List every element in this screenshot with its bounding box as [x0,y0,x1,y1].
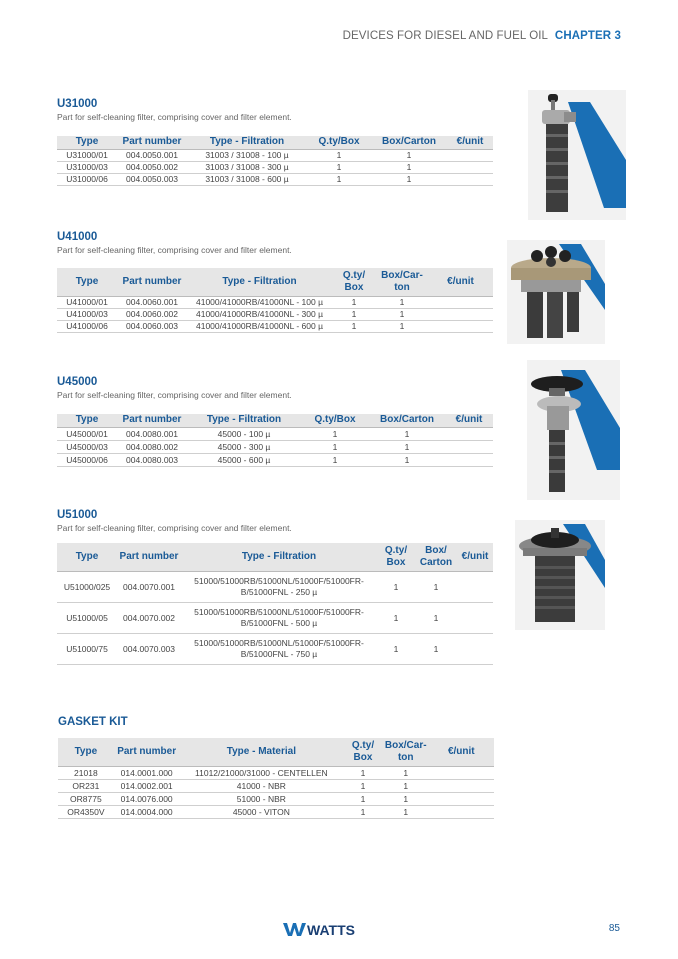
cell-type: U51000/75 [57,633,117,664]
product-table [57,543,493,665]
cell-qty-box: 1 [343,766,383,779]
cell-box-carton: 1 [371,149,447,161]
chapter-header [343,30,621,42]
cell-part-number: 004.0050.002 [117,161,187,173]
table-row [57,161,493,173]
cell-filtration: 31003 / 31008 - 300 µ [187,161,307,173]
cell-type: U45000/03 [57,440,117,453]
cell-box-carton: 1 [376,308,428,320]
section-title: U45000 [57,376,98,388]
cell-price [445,453,493,466]
product-table [58,738,494,819]
section-description: Part for self-cleaning filter, comprising cover and filter element. [57,245,292,255]
cell-price [428,308,493,320]
cell-qty-box: 1 [332,320,376,332]
cell-type: U51000/025 [57,571,117,602]
cell-part-number: 004.0080.003 [117,453,187,466]
table-row [57,453,493,466]
cell-filtration: 51000/51000RB/51000NL/51000F/51000FR-B/51000FNL - 500 µ [181,602,377,633]
cell-part-number: 004.0070.002 [117,602,181,633]
cell-box-carton: 1 [376,296,428,308]
section-u41000 [57,231,493,333]
cell-type: U45000/01 [57,427,117,440]
col-filtration: Type - Filtration [187,414,301,427]
table-row [58,779,494,792]
cell-qty-box: 1 [377,602,415,633]
cell-box-carton: 1 [383,766,429,779]
cell-price [445,427,493,440]
cell-part-number: 004.0060.003 [117,320,187,332]
section-description: Part for self-cleaning filter, comprising cover and filter element. [57,523,292,533]
chapter-label: DEVICES FOR DIESEL AND FUEL OIL [342,30,548,42]
col-qty-box: Q.ty/Box [307,136,371,149]
cell-type: U41000/06 [57,320,117,332]
page-number: 85 [608,923,620,934]
table-row [57,296,493,308]
cell-type: U41000/01 [57,296,117,308]
cell-part-number: 004.0070.003 [117,633,181,664]
cell-qty-box: 1 [301,453,369,466]
col-filtration: Type - Filtration [181,543,377,571]
logo-text: WATTS [307,922,355,937]
section-title: U31000 [57,98,98,110]
cell-box-carton: 1 [383,779,429,792]
table-row [57,149,493,161]
product-table [57,414,493,467]
cell-type: U31000/03 [57,161,117,173]
cell-price [457,633,493,664]
cell-filtration: 51000/51000RB/51000NL/51000F/51000FR-B/51000FNL - 250 µ [181,571,377,602]
table-row [57,571,493,602]
section-description: Part for self-cleaning filter, comprising cover and filter element. [57,390,292,400]
u31000-product-image [528,90,626,220]
table-row [57,440,493,453]
col-qty-box: Q.ty/ Box [332,268,376,296]
cell-filtration: 41000/41000RB/41000NL - 100 µ [187,296,332,308]
section-gasket-kit [58,716,494,819]
cell-box-carton: 1 [369,427,445,440]
watts-logo-icon [283,921,367,937]
cell-qty-box: 1 [343,779,383,792]
cell-price [447,173,493,185]
cell-type: U31000/01 [57,149,117,161]
cell-price [447,149,493,161]
cell-part-number: 004.0070.001 [117,571,181,602]
cell-part-number: 014.0001.000 [114,766,180,779]
cell-type: OR8775 [58,792,114,805]
cell-type: U31000/06 [57,173,117,185]
cell-qty-box: 1 [332,308,376,320]
cell-filtration: 45000 - 100 µ [187,427,301,440]
cell-filtration: 31003 / 31008 - 100 µ [187,149,307,161]
col-box-carton: Box/Car- ton [383,738,429,766]
product-table [57,268,493,333]
cell-part-number: 014.0076.000 [114,792,180,805]
col-type: Type [57,136,117,149]
cell-box-carton: 1 [369,453,445,466]
u41000-product-image [507,240,605,344]
col-qty-box: Q.ty/Box [301,414,369,427]
cell-qty-box: 1 [307,173,371,185]
section-u45000 [57,376,493,467]
cell-box-carton: 1 [383,792,429,805]
cell-part-number: 004.0080.001 [117,427,187,440]
cell-part-number: 004.0060.002 [117,308,187,320]
table-row [57,320,493,332]
col-filtration: Type - Filtration [187,136,307,149]
cell-qty-box: 1 [301,440,369,453]
watts-logo [283,921,367,942]
cell-price [429,766,494,779]
section-u51000 [57,509,493,665]
table-row [57,173,493,185]
cell-filtration: 31003 / 31008 - 600 µ [187,173,307,185]
cell-qty-box: 1 [332,296,376,308]
col-part-number: Part number [117,414,187,427]
cell-part-number: 014.0004.000 [114,805,180,818]
col-qty-box: Q.ty/ Box [343,738,383,766]
cell-type: OR4350V [58,805,114,818]
cell-type: U51000/05 [57,602,117,633]
col-qty-box: Q.ty/ Box [377,543,415,571]
section-title: U41000 [57,231,98,243]
col-type: Type [57,414,117,427]
table-row [57,602,493,633]
col-part-number: Part number [117,543,181,571]
cell-qty-box: 1 [307,161,371,173]
table-row [57,633,493,664]
cell-material: 51000 - NBR [180,792,344,805]
cell-box-carton: 1 [371,173,447,185]
col-type: Type [58,738,114,766]
cell-price [428,320,493,332]
cell-qty-box: 1 [301,427,369,440]
col-filtration: Type - Filtration [187,268,332,296]
cell-type: 21018 [58,766,114,779]
cell-filtration: 51000/51000RB/51000NL/51000F/51000FR-B/51000FNL - 750 µ [181,633,377,664]
cell-price [429,792,494,805]
u51000-product-image [515,520,605,630]
cell-part-number: 004.0050.003 [117,173,187,185]
cell-box-carton: 1 [415,602,457,633]
cell-filtration: 41000/41000RB/41000NL - 600 µ [187,320,332,332]
col-price: €/unit [457,543,493,571]
cell-price [428,296,493,308]
cell-box-carton: 1 [376,320,428,332]
col-material: Type - Material [180,738,344,766]
cell-type: U41000/03 [57,308,117,320]
cell-box-carton: 1 [383,805,429,818]
cell-type: OR231 [58,779,114,792]
col-box-carton: Box/Carton [371,136,447,149]
col-price: €/unit [447,136,493,149]
cell-price [457,571,493,602]
section-description: Part for self-cleaning filter, comprising cover and filter element. [57,112,292,122]
cell-box-carton: 1 [415,633,457,664]
col-part-number: Part number [117,136,187,149]
col-box-carton: Box/Carton [369,414,445,427]
cell-qty-box: 1 [343,792,383,805]
cell-price [445,440,493,453]
cell-qty-box: 1 [377,633,415,664]
table-row [58,766,494,779]
table-row [58,792,494,805]
section-u31000 [57,98,493,186]
cell-part-number: 004.0060.001 [117,296,187,308]
cell-qty-box: 1 [307,149,371,161]
cell-price [457,602,493,633]
cell-box-carton: 1 [371,161,447,173]
col-type: Type [57,543,117,571]
cell-box-carton: 1 [369,440,445,453]
col-price: €/unit [445,414,493,427]
table-row [57,308,493,320]
col-box-carton: Box/Car- ton [376,268,428,296]
product-table [57,136,493,186]
chapter-number: CHAPTER 3 [554,30,621,42]
cell-price [429,805,494,818]
cell-filtration: 45000 - 600 µ [187,453,301,466]
cell-price [429,779,494,792]
table-row [58,805,494,818]
cell-part-number: 004.0050.001 [117,149,187,161]
cell-part-number: 004.0080.002 [117,440,187,453]
col-part-number: Part number [117,268,187,296]
section-title: GASKET KIT [58,716,128,728]
cell-qty-box: 1 [343,805,383,818]
cell-qty-box: 1 [377,571,415,602]
col-price: €/unit [428,268,493,296]
col-part-number: Part number [114,738,180,766]
table-row [57,427,493,440]
cell-price [447,161,493,173]
cell-box-carton: 1 [415,571,457,602]
cell-filtration: 45000 - 300 µ [187,440,301,453]
cell-material: 45000 - VITON [180,805,344,818]
u45000-product-image [527,360,620,500]
cell-filtration: 41000/41000RB/41000NL - 300 µ [187,308,332,320]
col-type: Type [57,268,117,296]
cell-material: 41000 - NBR [180,779,344,792]
section-title: U51000 [57,509,98,521]
col-box-carton: Box/ Carton [415,543,457,571]
cell-type: U45000/06 [57,453,117,466]
cell-material: 11012/21000/31000 - CENTELLEN [180,766,344,779]
cell-part-number: 014.0002.001 [114,779,180,792]
col-price: €/unit [429,738,494,766]
